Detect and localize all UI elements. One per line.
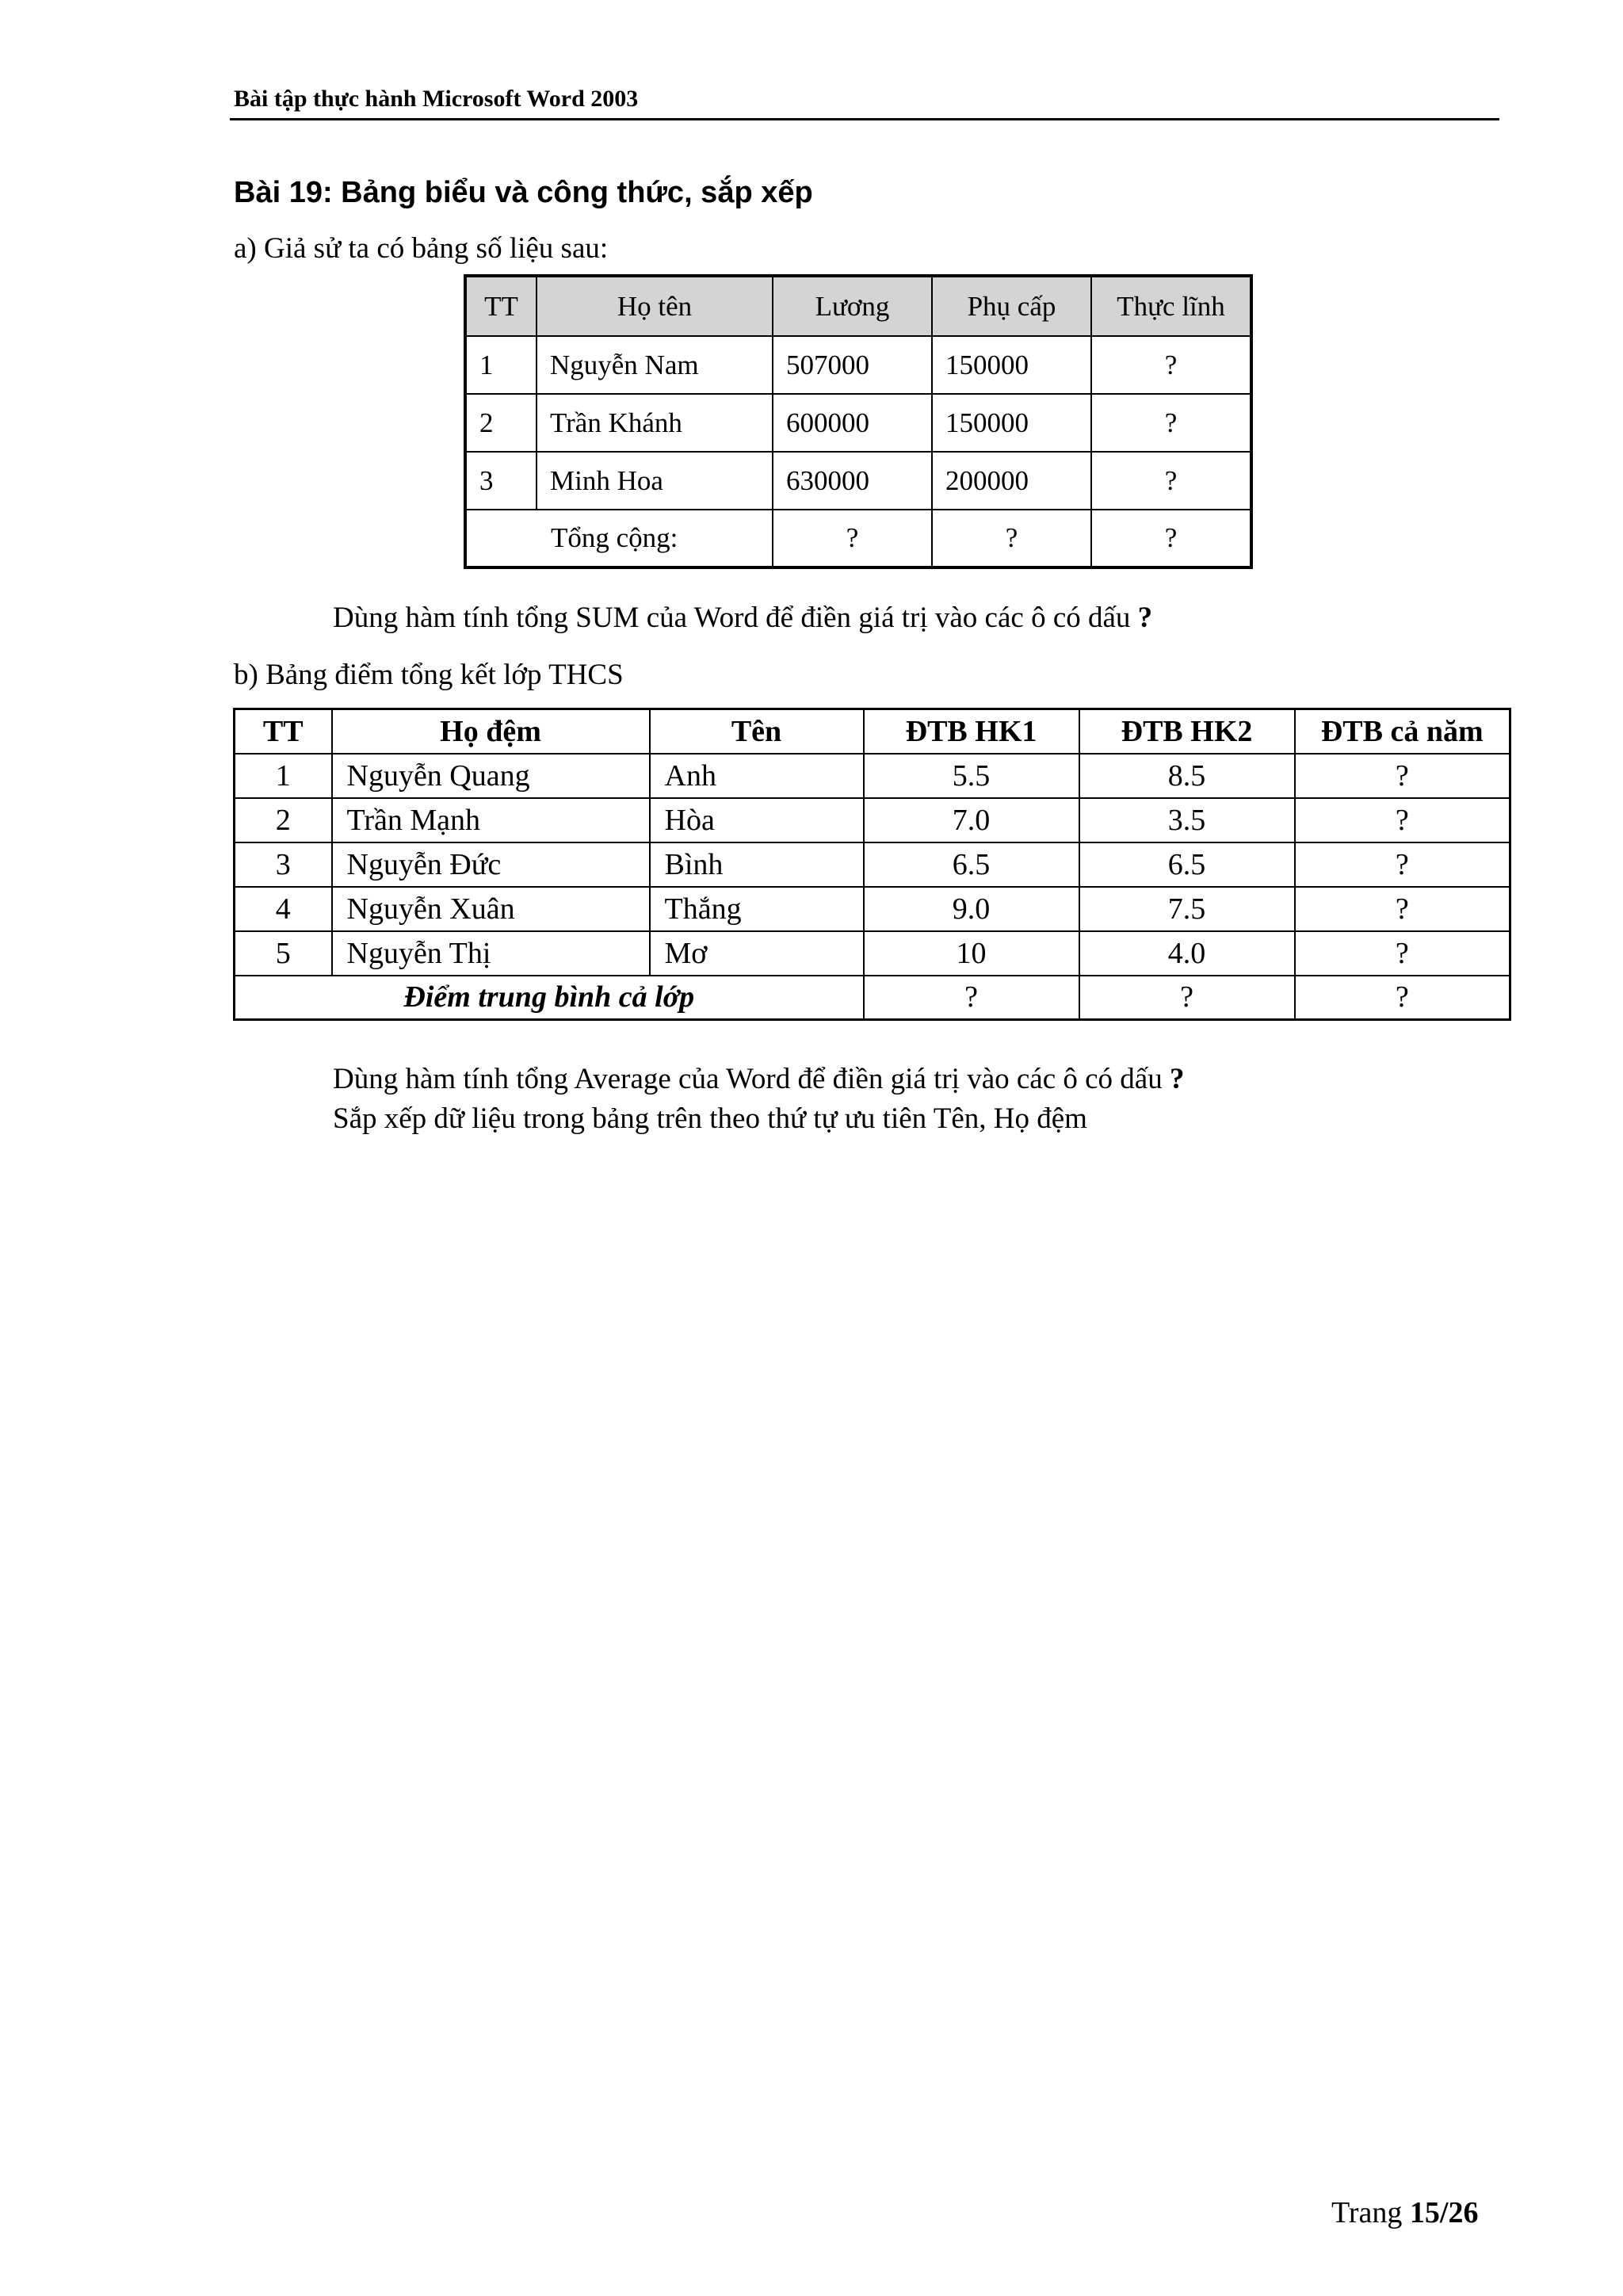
table-cell: ? (1091, 452, 1251, 510)
table-cell: ? (932, 510, 1091, 567)
table-cell: 7.0 (864, 798, 1079, 842)
total-label: Tổng cộng: (465, 510, 773, 567)
header-rule (230, 118, 1499, 120)
sum-instruction-text: Dùng hàm tính tổng SUM của Word để điền giá trị vào các ô có dấu (333, 602, 1138, 634)
table-row (235, 754, 1510, 798)
table-cell: 150000 (932, 394, 1091, 452)
table-cell: ? (1295, 976, 1510, 1020)
sum-instruction (333, 601, 1152, 635)
page-label: Trang (1331, 2196, 1410, 2229)
table-cell: 3 (465, 452, 537, 510)
header-cell: ĐTB cả năm (1295, 709, 1510, 754)
table-cell: Nguyễn Nam (537, 336, 773, 394)
table-cell: ? (1295, 798, 1510, 842)
table-cell: Trần Khánh (537, 394, 773, 452)
page-footer (1331, 2195, 1478, 2230)
table-cell: ? (1091, 336, 1251, 394)
table-cell: 5 (235, 931, 332, 976)
table-cell: 4 (235, 887, 332, 931)
sum-instruction-mark: ? (1137, 602, 1153, 634)
table-cell: 1 (465, 336, 537, 394)
header-cell: Thực lĩnh (1091, 276, 1251, 336)
table-cell: ? (1091, 394, 1251, 452)
part-a-intro: a) Giả sử ta có bảng số liệu sau: (234, 232, 609, 265)
table-row (465, 452, 1251, 510)
header-cell: ĐTB HK1 (864, 709, 1079, 754)
table-cell: Bình (650, 842, 864, 887)
table-cell: 8.5 (1079, 754, 1295, 798)
table-header-row (235, 709, 1510, 754)
table-cell: Nguyễn Thị (332, 931, 650, 976)
table-cell: 630000 (773, 452, 932, 510)
table-header-row (465, 276, 1251, 336)
table-row (235, 798, 1510, 842)
header-cell: Họ tên (537, 276, 773, 336)
table-cell: Mơ (650, 931, 864, 976)
table-cell: ? (1295, 754, 1510, 798)
table-cell: Hòa (650, 798, 864, 842)
exercise-title: Bài 19: Bảng biểu và công thức, sắp xếp (234, 176, 813, 209)
table-cell: ? (1295, 842, 1510, 887)
header-cell: Họ đệm (332, 709, 650, 754)
table-row (235, 842, 1510, 887)
table-cell: 600000 (773, 394, 932, 452)
table-cell: 9.0 (864, 887, 1079, 931)
table-cell: Nguyễn Đức (332, 842, 650, 887)
table-row (465, 336, 1251, 394)
table-cell: 5.5 (864, 754, 1079, 798)
table-cell: 6.5 (864, 842, 1079, 887)
table-cell: 1 (235, 754, 332, 798)
table-cell: 7.5 (1079, 887, 1295, 931)
header-cell: Lương (773, 276, 932, 336)
table-cell: Thắng (650, 887, 864, 931)
table-cell: ? (1079, 976, 1295, 1020)
header-cell: Tên (650, 709, 864, 754)
average-instruction (333, 1062, 1184, 1096)
header-cell: TT (235, 709, 332, 754)
table-cell: 200000 (932, 452, 1091, 510)
table-row (465, 394, 1251, 452)
table-cell: 4.0 (1079, 931, 1295, 976)
table-cell: 10 (864, 931, 1079, 976)
part-b-intro: b) Bảng điểm tổng kết lớp THCS (234, 659, 624, 691)
document-header-title: Bài tập thực hành Microsoft Word 2003 (234, 86, 639, 112)
average-row (235, 976, 1510, 1020)
table-cell: Nguyễn Xuân (332, 887, 650, 931)
table-cell: Anh (650, 754, 864, 798)
page-number: 15/26 (1409, 2196, 1479, 2229)
table-row (235, 931, 1510, 976)
table-cell: ? (1295, 887, 1510, 931)
table-cell: ? (1295, 931, 1510, 976)
table-row (235, 887, 1510, 931)
table-cell: 3 (235, 842, 332, 887)
table-cell: Trần Mạnh (332, 798, 650, 842)
table-cell: ? (864, 976, 1079, 1020)
grades-table (233, 708, 1511, 1021)
table-cell: 507000 (773, 336, 932, 394)
table-cell: 150000 (932, 336, 1091, 394)
table-cell: 3.5 (1079, 798, 1295, 842)
salary-table (464, 274, 1253, 569)
table-cell: ? (1091, 510, 1251, 567)
table-cell: Minh Hoa (537, 452, 773, 510)
table-cell: 6.5 (1079, 842, 1295, 887)
header-cell: TT (465, 276, 537, 336)
average-label: Điểm trung bình cả lớp (235, 976, 864, 1020)
average-instruction-text: Dùng hàm tính tổng Average của Word để điền giá trị vào các ô có dấu (333, 1063, 1170, 1095)
table-cell: 2 (235, 798, 332, 842)
total-row (465, 510, 1251, 567)
sort-instruction: Sắp xếp dữ liệu trong bảng trên theo thứ tự ưu tiên Tên, Họ đệm (333, 1102, 1087, 1135)
table-cell: 2 (465, 394, 537, 452)
header-cell: Phụ cấp (932, 276, 1091, 336)
average-instruction-mark: ? (1169, 1063, 1185, 1095)
table-cell: Nguyễn Quang (332, 754, 650, 798)
header-cell: ĐTB HK2 (1079, 709, 1295, 754)
table-cell: ? (773, 510, 932, 567)
